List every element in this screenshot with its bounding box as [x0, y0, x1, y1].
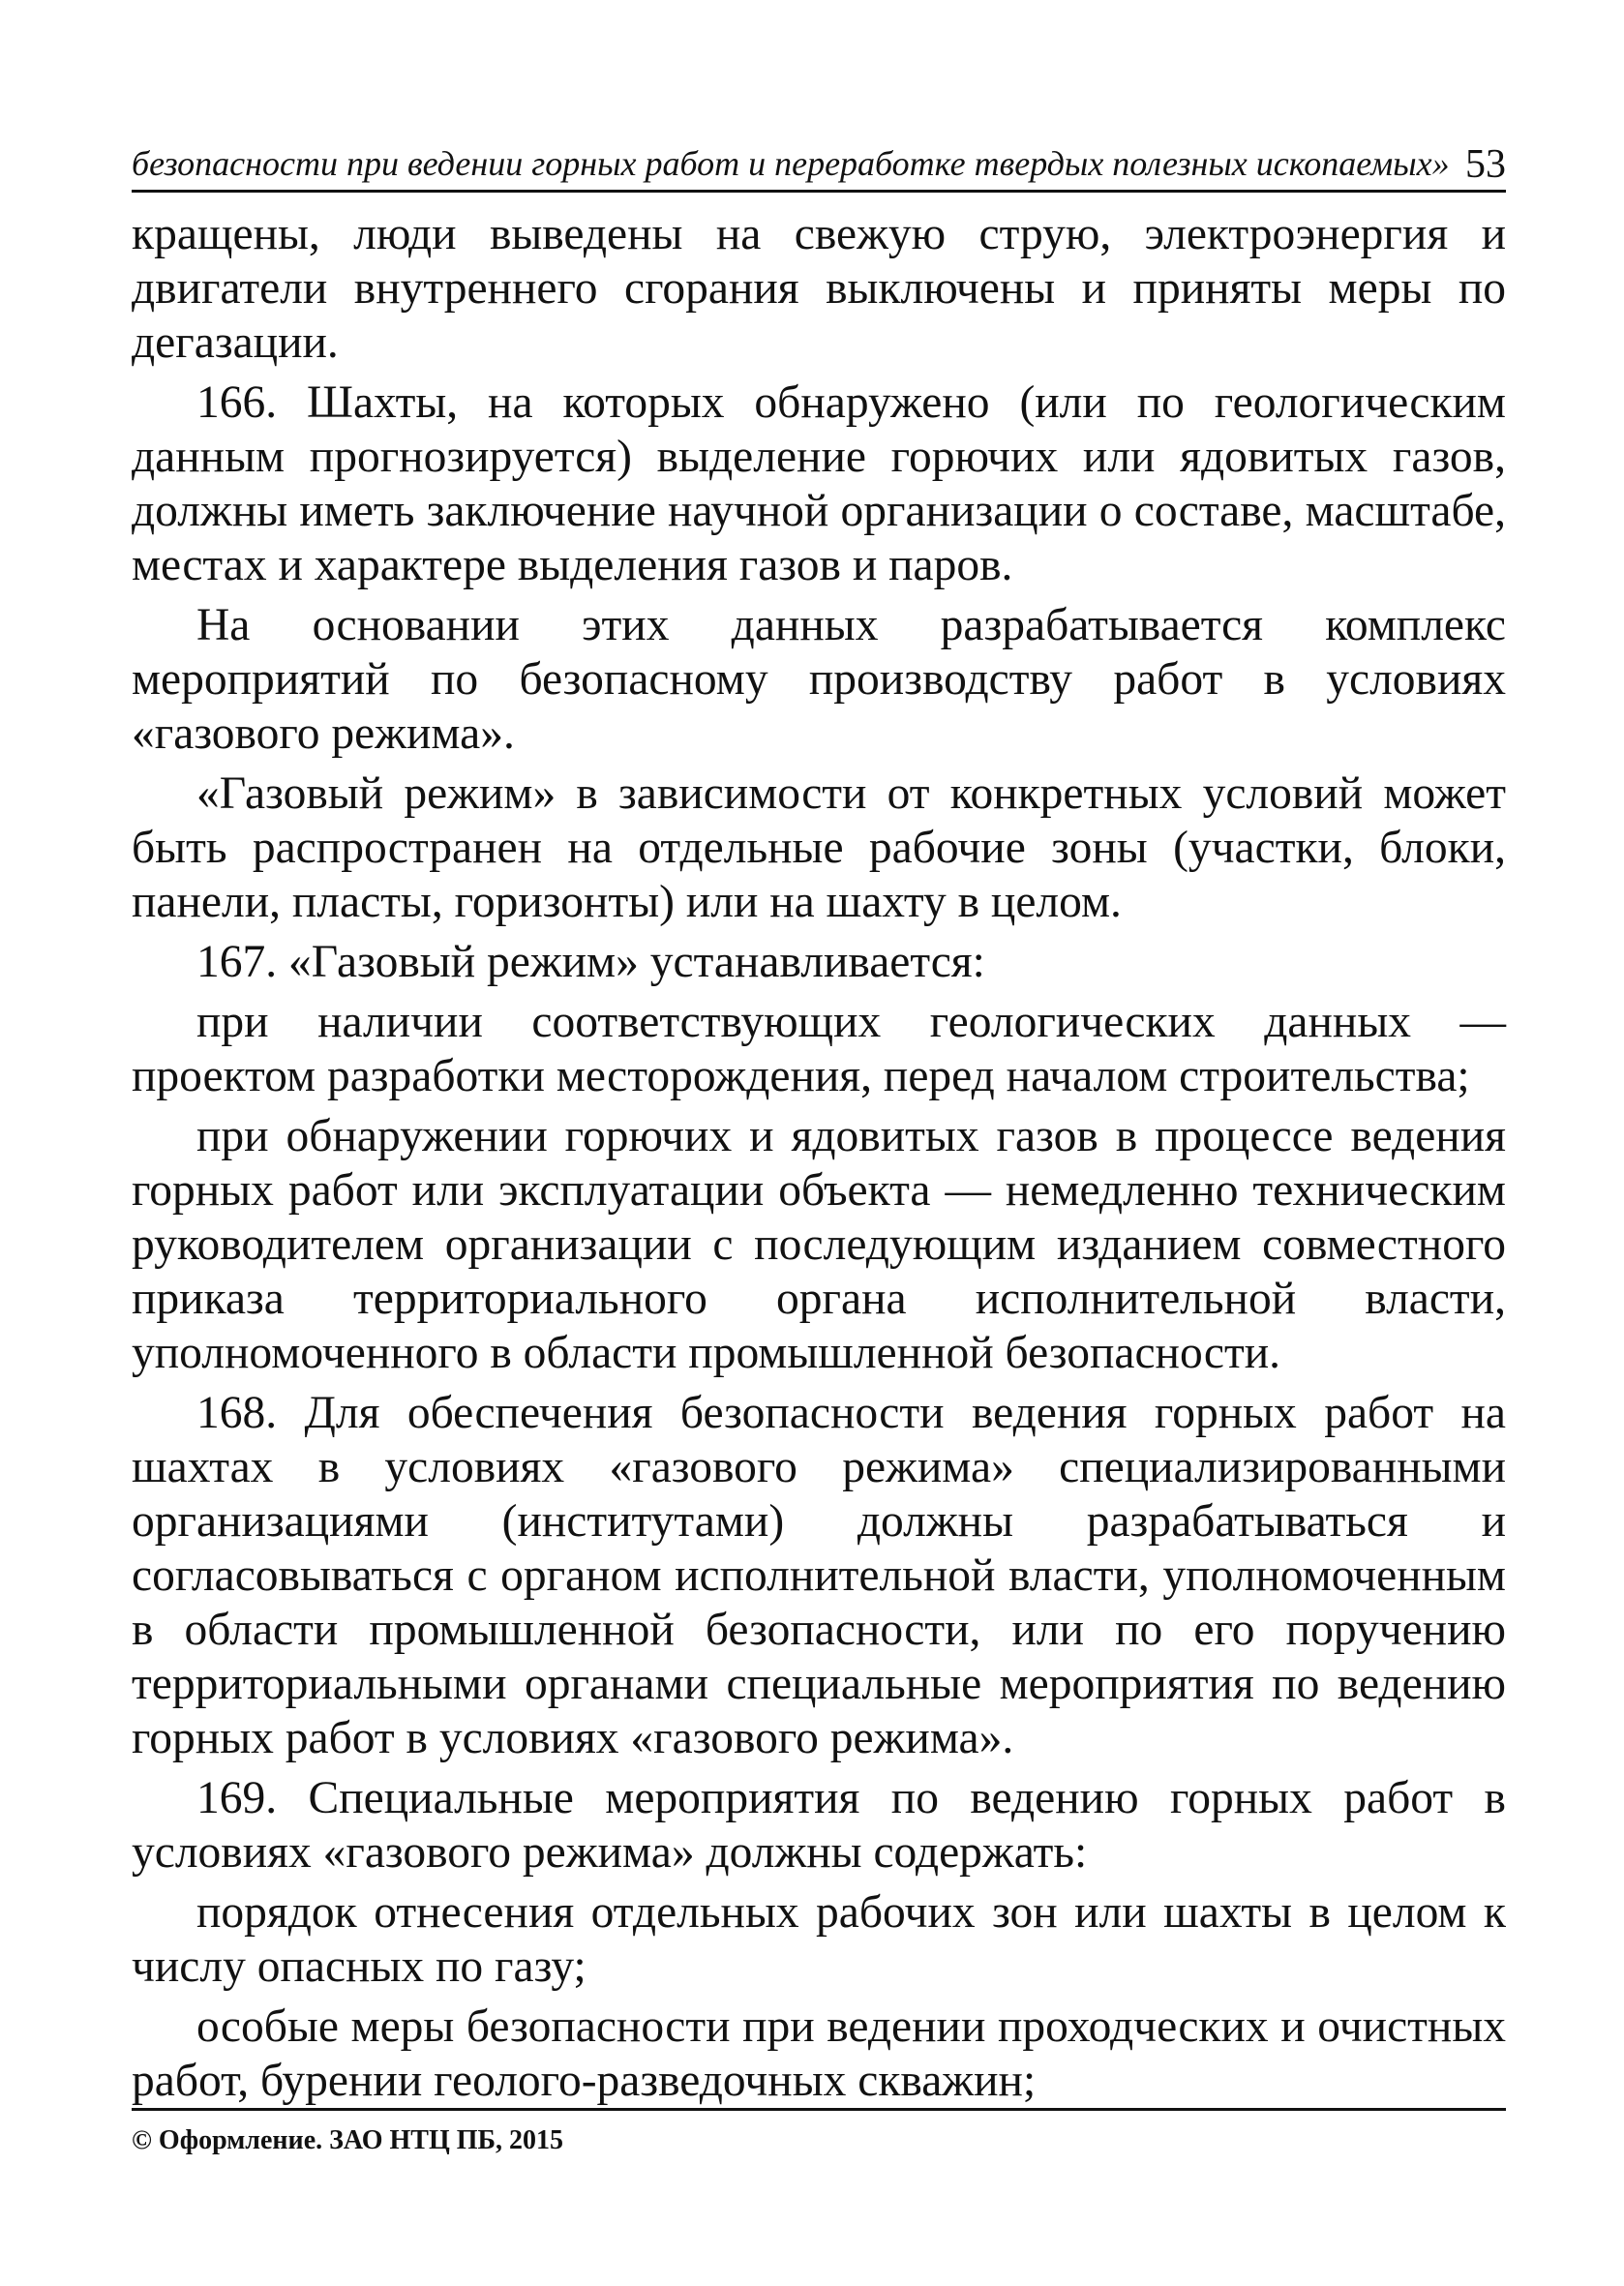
paragraph: порядок отнесения отдельных рабочих зон или шахты в целом к числу опасных по газу; [132, 1887, 1506, 1992]
copyright-notice: © Оформление. ЗАО НТЦ ПБ, 2015 [132, 2125, 564, 2155]
paragraph: при обнаружении горючих и ядовитых газов в процессе ведения горных работ или эксплуатации объекта — немедленно техническим руководителем организации с последующим изданием совместного приказа территориального органа исполнительной власти, уполномоченного в области промышленной безопасности. [132, 1111, 1506, 1378]
paragraph-169: 169. Специальные мероприятия по ведению горных работ в условиях «газового режима» должны содержать: [132, 1773, 1506, 1878]
paragraph-166: 166. Шахты, на которых обнаружено (или по геологическим данным прогнозируется) выделение горючих или ядовитых газов, должны иметь заключение научной организации о составе, масштабе, местах и характере выделения газов и паров. [132, 377, 1506, 590]
paragraph-continuation: кращены, люди выведены на свежую струю, электроэнергия и двигатели внутреннего сгорания выключены и приняты меры по дегазации. [132, 209, 1506, 368]
running-header [132, 135, 1506, 193]
paragraph-167: 167. «Газовый режим» устанавливается: [196, 937, 985, 987]
paragraph: особые меры безопасности при ведении проходческих и очистных работ, бурении геолого-разведочных скважин; [132, 2001, 1506, 2106]
paragraph: при наличии соответствующих геологических данных — проектом разработки месторождения, перед началом строительства; [132, 997, 1506, 1101]
paragraph: На основании этих данных разрабатывается комплекс мероприятий по безопасному производству работ в условиях «газового режима». [132, 600, 1506, 759]
page-number: 53 [1465, 142, 1506, 187]
paragraph: «Газовый режим» в зависимости от конкретных условий может быть распространен на отдельные рабочие зоны (участки, блоки, панели, пласты, горизонты) или на шахту в целом. [132, 768, 1506, 927]
paragraph-168: 168. Для обеспечения безопасности ведения горных работ на шахтах в условиях «газового режима» специализированными организациями (институтами) должны разрабатываться и согласовываться с органом исполнительной власти, уполномоченным в области промышленной безопасности, или по его поручению территориальными органами специальные мероприятия по ведению горных работ в условиях «газового режима». [132, 1388, 1506, 1763]
footer-divider [132, 2108, 1506, 2111]
running-header-title: безопасности при ведении горных работ и переработке твердых полезных ископаемых» [132, 144, 1450, 183]
page-body [132, 207, 1506, 2114]
